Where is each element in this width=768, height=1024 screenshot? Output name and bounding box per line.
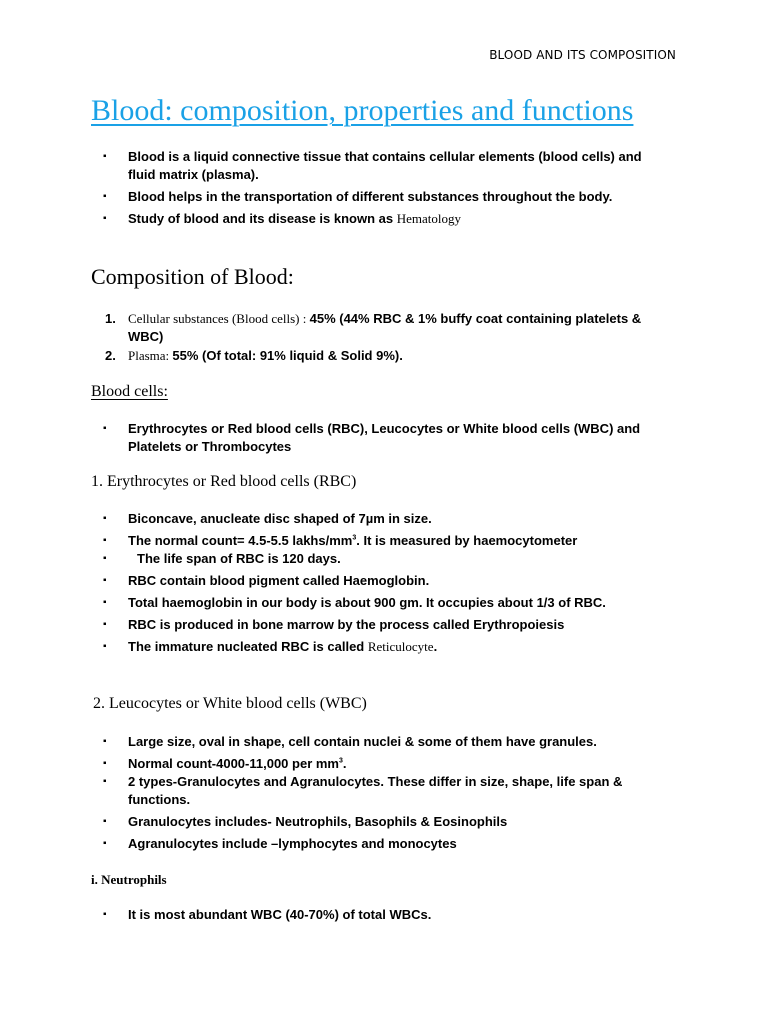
bullet-icon: ▪	[103, 423, 107, 434]
superscript: 3	[352, 534, 357, 542]
hematology-term: Hematology	[396, 211, 461, 226]
wbc-heading: 2. Leucocytes or White blood cells (WBC)	[93, 695, 367, 712]
bullet-icon: ▪	[103, 191, 107, 202]
document-title: Blood: composition, properties and functions	[91, 94, 634, 127]
wbc-bullet-list	[0, 733, 768, 853]
bullet-icon: ▪	[103, 776, 107, 787]
list-item-text: It is most abundant WBC (40-70%) of total WBCs.	[128, 907, 432, 922]
list-item-text: Normal count-4000-11,000 per mm	[128, 756, 339, 771]
list-item-text: RBC contain blood pigment called Haemoglobin.	[128, 573, 430, 588]
bullet-icon: ▪	[103, 758, 107, 769]
list-item-text: The normal count= 4.5-5.5 lakhs/mm	[128, 533, 353, 548]
list-item-text: .	[342, 756, 347, 771]
list-item-text: Biconcave, anucleate disc shaped of 7µm in size.	[128, 511, 432, 526]
bullet-icon: ▪	[103, 909, 107, 920]
list-item-lead: Cellular substances (Blood cells) :	[128, 311, 310, 326]
superscript: 3	[338, 757, 343, 765]
rbc-bullet-list	[0, 510, 768, 656]
bullet-icon: ▪	[103, 816, 107, 827]
list-item-lead: Plasma:	[128, 348, 173, 363]
bullet-icon: ▪	[103, 213, 107, 224]
composition-list	[0, 310, 768, 365]
list-item-text: RBC is produced in bone marrow by the process called Erythropoiesis	[128, 617, 565, 632]
list-item	[0, 210, 658, 228]
bullet-icon: ▪	[103, 535, 107, 546]
list-item-text: Blood helps in the transportation of different substances throughout the body.	[128, 189, 613, 204]
list-item	[0, 755, 658, 773]
intro-bullet-list	[0, 148, 768, 228]
list-item-text: 45% (44% RBC & 1% buffy coat containing platelets & WBC)	[128, 311, 642, 344]
list-item	[0, 813, 658, 831]
list-item	[0, 906, 658, 924]
rbc-heading: 1. Erythrocytes or Red blood cells (RBC)	[91, 473, 357, 490]
list-item	[0, 420, 658, 456]
list-item	[0, 510, 658, 528]
list-item-text: The life span of RBC is 120 days.	[137, 551, 341, 566]
list-item	[0, 148, 658, 184]
list-number: 1.	[105, 311, 116, 326]
list-item	[0, 773, 658, 809]
bullet-icon: ▪	[103, 151, 107, 162]
list-item-text: The immature nucleated RBC is called	[128, 639, 368, 654]
list-item-text: Study of blood and its disease is known as	[128, 211, 397, 226]
list-item-text: . It is measured by haemocytometer	[356, 533, 578, 548]
list-item	[0, 594, 658, 612]
list-item-text: 55% (Of total: 91% liquid & Solid 9%).	[172, 348, 403, 363]
list-item	[0, 616, 658, 634]
list-item-text: Large size, oval in shape, cell contain nuclei & some of them have granules.	[128, 734, 597, 749]
list-item-text: Erythrocytes or Red blood cells (RBC), Leucocytes or White blood cells (WBC) and Platelets or Thrombocytes	[128, 421, 641, 454]
list-item	[0, 310, 658, 346]
list-item-text: Blood is a liquid connective tissue that contains cellular elements (blood cells) and fluid matrix (plasma).	[128, 149, 642, 182]
blood-cells-bullet-list	[0, 420, 768, 456]
bullet-icon: ▪	[103, 553, 107, 564]
bullet-icon: ▪	[103, 641, 107, 652]
list-item-text: 2 types-Granulocytes and Agranulocytes. These differ in size, shape, life span & functions.	[128, 774, 623, 807]
list-item	[0, 532, 658, 550]
list-item	[0, 347, 658, 365]
reticulocyte-term: Reticulocyte	[367, 639, 434, 654]
bullet-icon: ▪	[103, 513, 107, 524]
list-item-text: Total haemoglobin in our body is about 900 gm. It occupies about 1/3 of RBC.	[128, 595, 606, 610]
list-item	[0, 638, 658, 656]
neutrophils-bullet-list	[0, 906, 768, 924]
list-item-text: Granulocytes includes- Neutrophils, Basophils & Eosinophils	[128, 814, 508, 829]
list-item	[0, 733, 658, 751]
list-item	[0, 572, 658, 590]
composition-heading: Composition of Blood:	[91, 264, 294, 289]
blood-cells-heading: Blood cells:	[91, 383, 168, 400]
list-item	[0, 835, 658, 853]
neutrophils-heading: i. Neutrophils	[91, 872, 167, 887]
running-header: BLOOD AND ITS COMPOSITION	[489, 48, 676, 62]
list-item	[0, 188, 658, 206]
bullet-icon: ▪	[103, 736, 107, 747]
list-item	[0, 550, 658, 568]
bullet-icon: ▪	[103, 575, 107, 586]
list-item-text: Agranulocytes include –lymphocytes and monocytes	[128, 836, 457, 851]
list-number: 2.	[105, 348, 116, 363]
bullet-icon: ▪	[103, 619, 107, 630]
bullet-icon: ▪	[103, 597, 107, 608]
bullet-icon: ▪	[103, 838, 107, 849]
list-item-text: .	[433, 639, 438, 654]
